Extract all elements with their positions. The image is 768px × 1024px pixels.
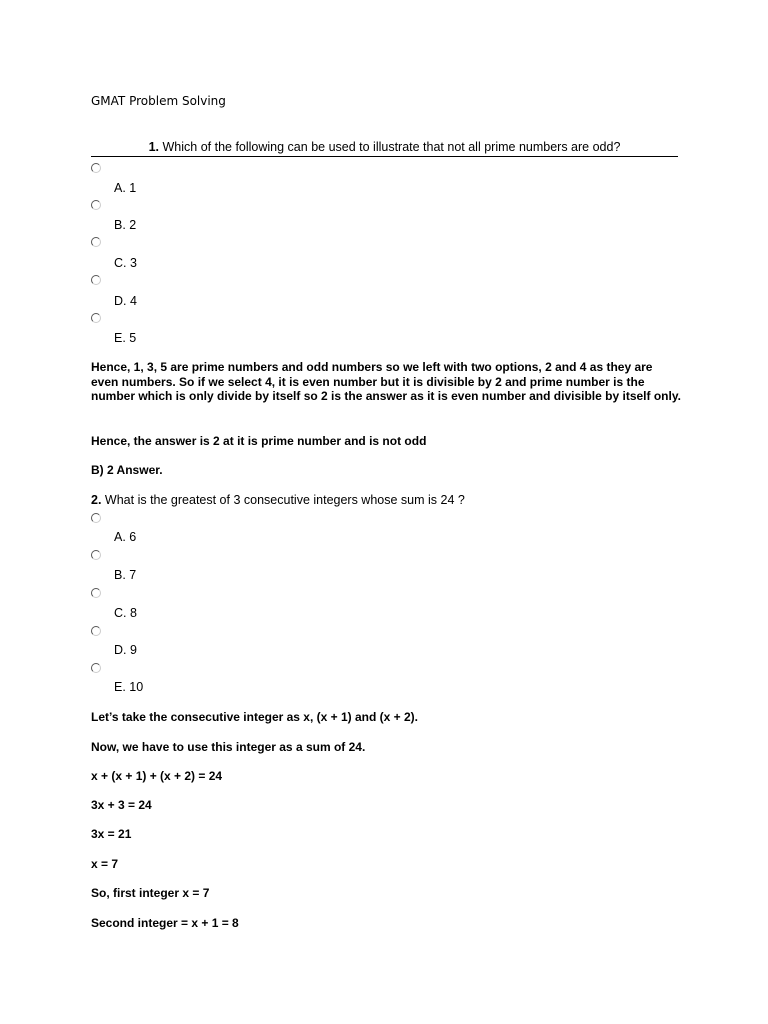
q1-radio-d[interactable] [91, 275, 101, 285]
q1-option-e: E. 5 [114, 331, 137, 345]
q2-radio-b[interactable] [91, 550, 101, 560]
q2-option-b: B. 7 [114, 568, 137, 582]
q1-radio-a[interactable] [91, 163, 101, 173]
q2-step-8: Second integer = x + 1 = 8 [91, 916, 239, 930]
q2-step-1: Let’s take the consecutive integer as x, (x + 1) and (x + 2). [91, 710, 419, 724]
q2-option-d: D. 9 [114, 643, 137, 657]
q2-radio-a[interactable] [91, 513, 101, 523]
question-2 [91, 493, 465, 507]
q2-step-4: 3x + 3 = 24 [91, 798, 152, 812]
q1-option-b: B. 2 [114, 218, 137, 232]
document-title: GMAT Problem Solving [91, 94, 226, 108]
q1-radio-e[interactable] [91, 313, 101, 323]
question-2-text: What is the greatest of 3 consecutive integers whose sum is 24 ? [104, 493, 465, 507]
q1-option-c: C. 3 [114, 256, 137, 270]
q1-answer: B) 2 Answer. [91, 463, 163, 477]
q2-step-7: So, first integer x = 7 [91, 886, 210, 900]
question-2-number: 2. [91, 493, 102, 507]
q2-option-a: A. 6 [114, 530, 137, 544]
q2-radio-c[interactable] [91, 588, 101, 598]
q2-option-e: E. 10 [114, 680, 144, 694]
q1-radio-b[interactable] [91, 200, 101, 210]
question-1 [91, 140, 678, 157]
q1-option-a: A. 1 [114, 181, 137, 195]
q2-step-6: x = 7 [91, 857, 119, 871]
q2-step-3: x + (x + 1) + (x + 2) = 24 [91, 769, 223, 783]
q2-option-c: C. 8 [114, 606, 137, 620]
question-1-text: Which of the following can be used to illustrate that not all prime numbers are odd? [162, 140, 621, 154]
question-1-number: 1. [148, 140, 160, 154]
q1-option-d: D. 4 [114, 294, 137, 308]
q1-explanation: Hence, 1, 3, 5 are prime numbers and odd numbers so we left with two options, 2 and 4 as they are even numbers. So if we select 4, it is even number but it is divisible by 2 and prime number is the number which is only divide by itself so 2 is the answer as it is even number and divisible by itself only. [91, 360, 681, 403]
q1-conclusion: Hence, the answer is 2 at it is prime number and is not odd [91, 434, 427, 448]
q2-radio-d[interactable] [91, 626, 101, 636]
q2-radio-e[interactable] [91, 663, 101, 673]
q2-step-5: 3x = 21 [91, 827, 132, 841]
q1-radio-c[interactable] [91, 237, 101, 247]
q2-step-2: Now, we have to use this integer as a sum of 24. [91, 740, 366, 754]
